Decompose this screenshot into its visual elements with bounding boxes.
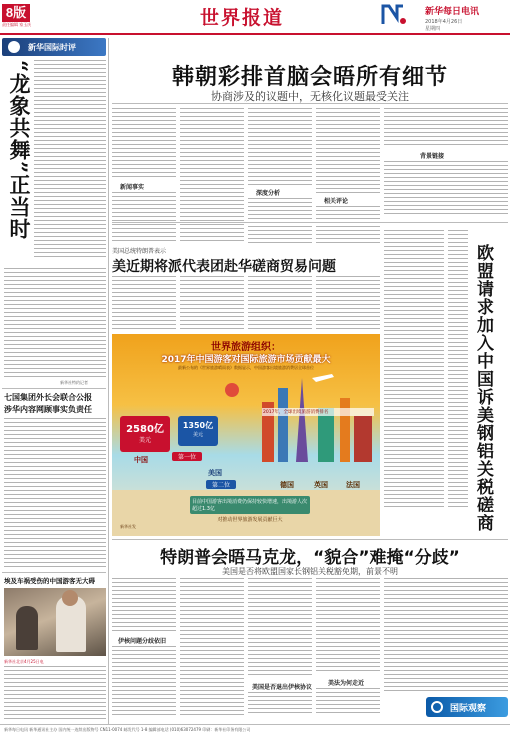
trump-col-5 xyxy=(384,578,508,694)
globe-icon xyxy=(8,41,20,53)
observation-label: 国际观察 xyxy=(450,704,487,714)
trump-col-4-body xyxy=(316,688,380,716)
main-col-4-body xyxy=(316,206,380,244)
us-trade-col-2 xyxy=(180,276,244,330)
commentary-author: 新华社特约记者 xyxy=(60,380,88,385)
infographic-note-1: 目前中国游客出境消费仍保持较快增速，出境游人次超过1.3亿 xyxy=(190,496,310,514)
section-title: 世界报道 xyxy=(200,7,285,29)
left-divider-1 xyxy=(2,388,106,389)
main-section-comment: 相关评论 xyxy=(324,198,349,205)
second-place-label: 第二位 xyxy=(206,480,236,489)
commentary-body xyxy=(34,60,106,260)
usa-value-box xyxy=(178,416,218,446)
infographic-subtitle: 最新公布的《世界旅游晴雨表》数据显示，中国游客出境旅游消费居全球首位 xyxy=(178,365,314,370)
date-line: 2018年4月26日 xyxy=(425,19,463,25)
main-col-4-top xyxy=(316,108,380,194)
observation-icon xyxy=(431,701,443,713)
commentary-body-lower xyxy=(4,268,106,378)
infographic-title-1: 世界旅游组织： xyxy=(211,342,281,353)
eu-headline: 欧盟请求加入中国诉美钢铝关税磋商 xyxy=(473,244,493,532)
xinhua-logo xyxy=(381,4,407,26)
left-column-divider xyxy=(108,38,109,724)
rank-uk: 英国 xyxy=(314,481,328,489)
trump-col-1-body xyxy=(112,646,176,716)
us-trade-col-1 xyxy=(112,276,176,330)
trump-divider xyxy=(112,539,508,540)
intl-observation-badge xyxy=(426,697,508,717)
building-5 xyxy=(354,416,372,462)
main-col-2 xyxy=(180,108,244,244)
building-3 xyxy=(318,408,334,462)
g7-body xyxy=(4,418,106,568)
main-rule xyxy=(112,103,508,104)
trump-section-iran: 伊核问题分歧依旧 xyxy=(118,638,167,645)
left-divider-2 xyxy=(2,572,106,573)
trend-label: 2017年，全球出境旅游消费排名 xyxy=(262,408,374,416)
eu-body-2 xyxy=(448,230,468,510)
us-trade-kicker: 美国总统特朗普表示 xyxy=(112,248,167,255)
egypt-tag: 新华社北京4月25日电 xyxy=(4,659,44,664)
page-label: 8版 xyxy=(2,4,30,22)
trump-section-why: 美法为何走近 xyxy=(328,680,365,687)
eu-body-1 xyxy=(384,230,444,510)
main-col-1-body xyxy=(112,192,176,244)
weekday: 星期四 xyxy=(425,26,441,32)
us-trade-headline: 美近期将派代表团赴华磋商贸易问题 xyxy=(112,259,336,275)
main-col-3-body xyxy=(248,198,312,244)
balloon-icon xyxy=(225,383,239,397)
trump-col-4-top xyxy=(316,578,380,674)
footer-rule xyxy=(0,724,510,725)
main-col-5-body xyxy=(384,161,508,217)
rank-germany: 德国 xyxy=(280,481,294,489)
egypt-photo xyxy=(4,588,106,656)
tower-icon xyxy=(296,378,308,462)
egypt-body xyxy=(4,666,106,722)
building-2 xyxy=(278,388,288,462)
main-section-analysis: 深度分析 xyxy=(256,190,281,197)
main-headline: 韩朝彩排首脑会晤所有细节 xyxy=(171,65,448,90)
eu-divider xyxy=(112,222,508,223)
infographic-note-2: 对推动世界旅游发展贡献巨大 xyxy=(217,517,283,523)
main-col-3-top xyxy=(248,108,312,186)
trump-section-exit: 美国是否退出伊核协议 xyxy=(252,684,313,691)
commentary-headline: “龙象共舞”正当时 xyxy=(7,60,32,241)
paper-name: 新华每日电讯 xyxy=(425,7,480,17)
infographic-title-2: 2017年中国游客对国际旅游市场贡献最大 xyxy=(161,355,331,365)
g7-headline: 七国集团外长会联合公报 xyxy=(4,393,92,402)
us-trade-col-3 xyxy=(248,276,312,330)
us-trade-col-4 xyxy=(316,276,380,330)
first-place-label: 第一位 xyxy=(172,452,202,461)
g7-subheadline: 涉华内容网顾事实负责任 xyxy=(4,405,92,414)
trump-col-2 xyxy=(180,578,244,716)
trump-subheadline: 美国是否将欧盟国家长钢铝关税豁免期，前景不明 xyxy=(222,567,398,576)
main-col-5-top xyxy=(384,108,508,148)
commentary-banner: 新华国际时评 xyxy=(2,38,106,56)
china-label: 中国 xyxy=(134,456,148,464)
trump-headline: 特朗普会晤马克龙，“貌合”难掩“分歧” xyxy=(160,548,460,568)
usa-label: 美国 xyxy=(208,469,222,477)
rank-france: 法国 xyxy=(346,481,360,489)
usa-unit: 美元 xyxy=(192,432,203,438)
egypt-headline: 埃及车祸受伤的中国游客无大碍 xyxy=(4,577,95,585)
page-section: 责任编辑 家玉庆 xyxy=(2,22,32,27)
main-section-news: 新闻事实 xyxy=(120,184,145,191)
header-rule xyxy=(0,33,510,35)
infographic-credit: 新华社发 xyxy=(120,524,136,529)
tourism-infographic xyxy=(112,334,380,536)
trump-col-1-top xyxy=(112,578,176,632)
header xyxy=(0,0,510,34)
china-value: 2580亿 xyxy=(126,424,164,435)
footer-imprint: 新华每日电讯 新华通讯社主办 国内统一连续出版物号 CN11-0074 邮发代号 1-8 编辑部电话 (010)63072479 印刷：新华社印务有限公司 xyxy=(4,727,251,732)
main-section-background: 背景链接 xyxy=(420,153,445,160)
main-subheadline: 协商涉及的议题中，无核化议题最受关注 xyxy=(211,90,409,103)
trump-col-3-top xyxy=(248,578,312,678)
plane-icon xyxy=(312,374,334,382)
usa-value: 1350亿 xyxy=(182,421,214,430)
china-value-box xyxy=(120,416,170,452)
main-col-1-top xyxy=(112,108,176,178)
china-unit: 美元 xyxy=(138,437,151,444)
trump-col-3-body xyxy=(248,692,312,716)
